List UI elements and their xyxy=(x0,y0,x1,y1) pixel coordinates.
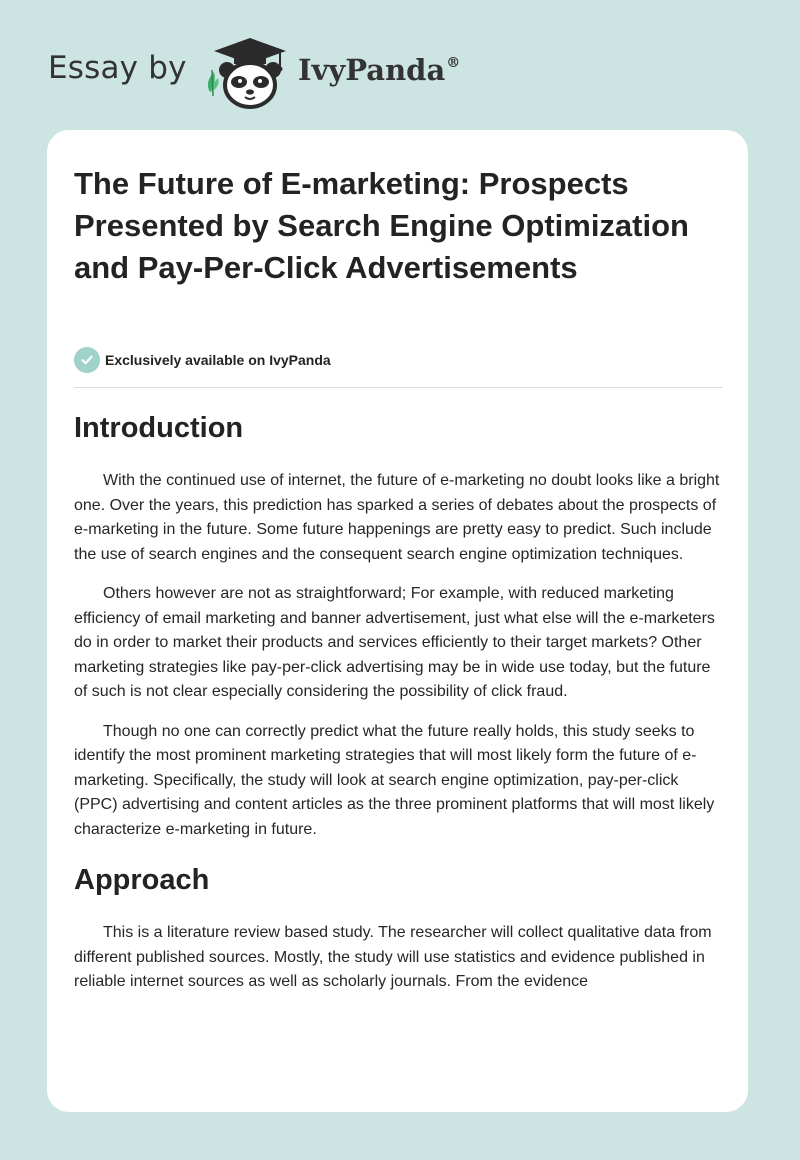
brand-name[interactable]: IvyPanda® xyxy=(298,53,461,87)
essay-card xyxy=(47,130,748,1112)
divider xyxy=(74,387,723,388)
essay-by-label: Essay by xyxy=(48,50,187,86)
panda-logo-icon[interactable] xyxy=(200,34,292,110)
section-heading-approach: Approach xyxy=(74,864,210,896)
essay-body xyxy=(74,405,724,1010)
essay-title: The Future of E-marketing: Prospects Presented by Search Engine Optimization and Pay-Per-Click Advertisements xyxy=(74,166,689,285)
registered-mark: ® xyxy=(446,55,461,71)
paragraph: Others however are not as straightforward; For example, with reduced marketing efficiency of email marketing and banner advertisement, just what else will the e-marketers do in order to market their products and services efficiently to their target markets? Other marketing strategies like pay-per-click advertising may be in wide use today, but the future of such is not clear especially considering the possibility of click fraud. xyxy=(74,585,715,700)
section-heading-introduction: Introduction xyxy=(74,412,244,444)
badge-label: Exclusively available on IvyPanda xyxy=(105,352,331,368)
paragraph: This is a literature review based study. The researcher will collect qualitative data from different published sources. Mostly, the study will use statistics and evidence published in reliable internet sources as well as scholarly journals. From the evidence xyxy=(74,924,712,990)
exclusive-badge xyxy=(74,347,331,373)
site-header xyxy=(0,0,800,130)
paragraph: With the continued use of internet, the future of e-marketing no doubt looks like a bright one. Over the years, this prediction has sparked a series of debates about the prospects of e-marketing in the future. Some future happenings are pretty easy to predict. Such include the use of search engines and the consequent search engine optimization techniques. xyxy=(74,472,720,563)
paragraph: Though no one can correctly predict what the future really holds, this study seeks to identify the most prominent marketing strategies that will most likely form the future of e-marketing. Specifically, the study will look at search engine optimization, pay-per-click (PPC) advertising and content articles as the three prominent platforms that will most likely characterize e-marketing in future. xyxy=(74,722,715,838)
leaf-icon xyxy=(208,70,219,96)
check-circle-icon xyxy=(74,347,100,373)
